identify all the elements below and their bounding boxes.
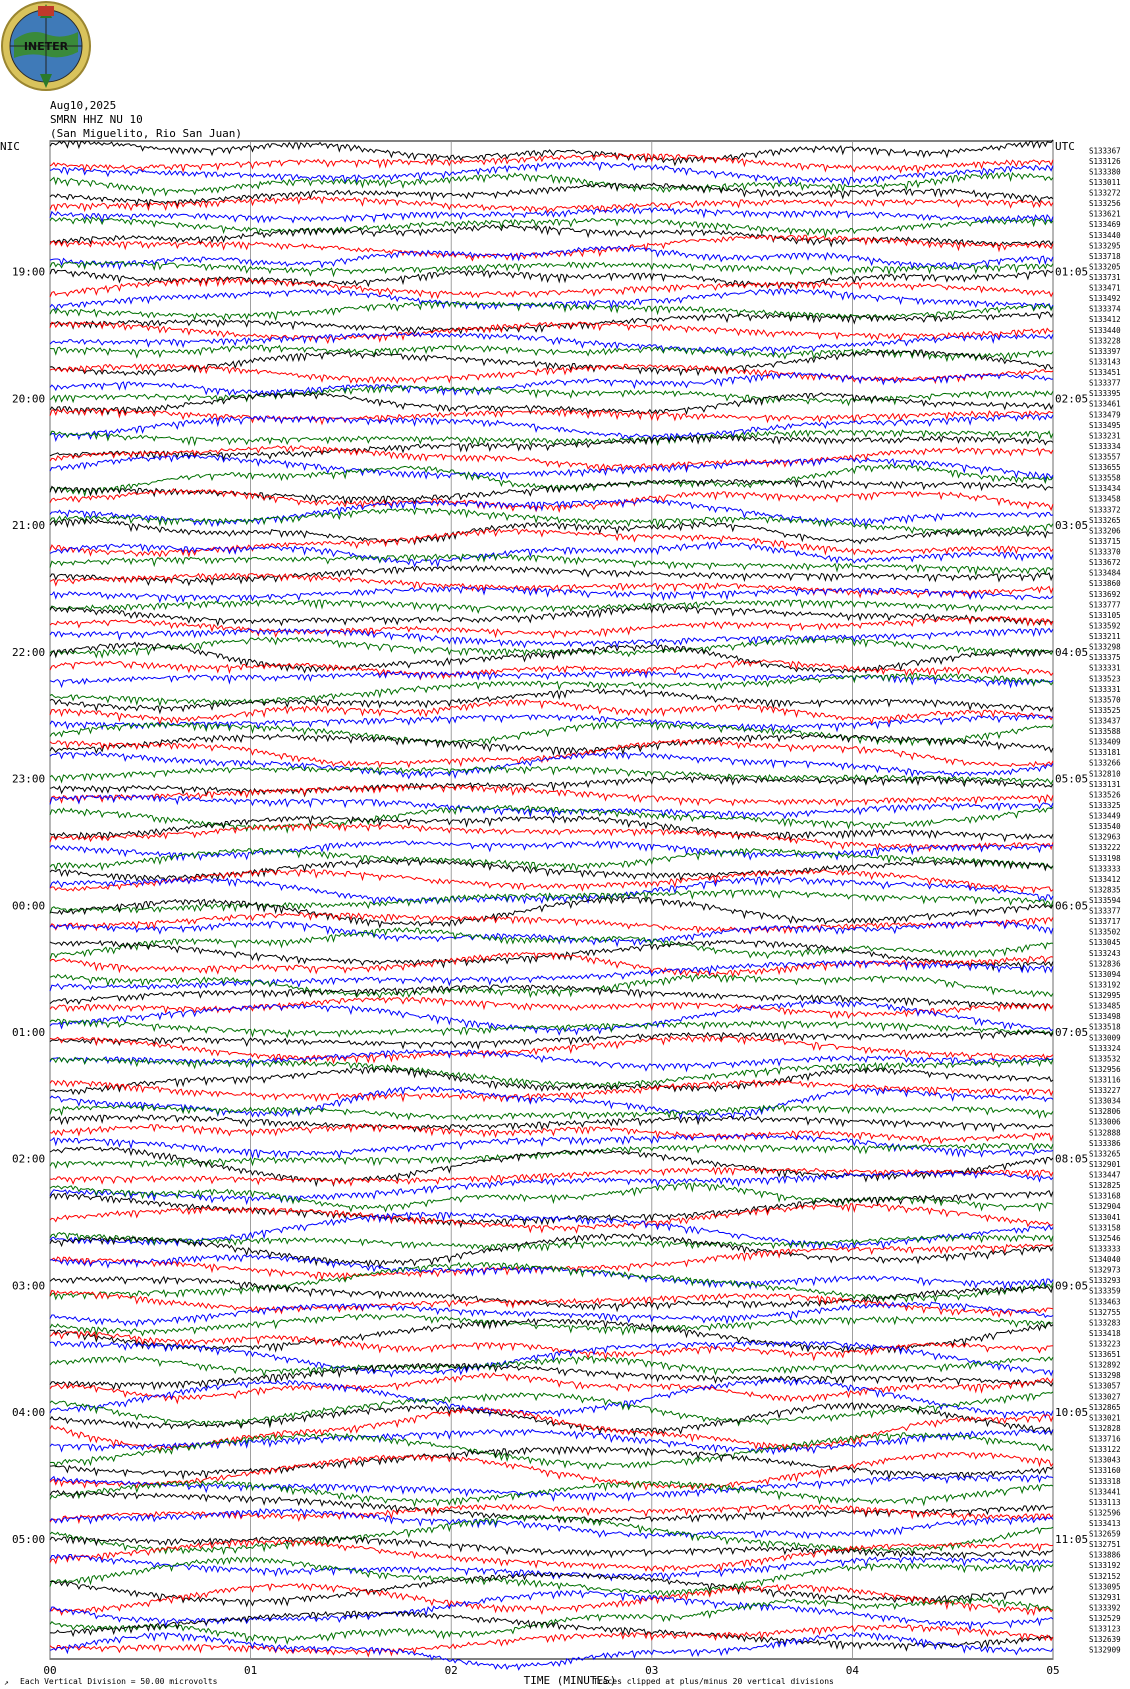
trace-value-label: S133716 (1089, 1434, 1121, 1444)
trace-value-label: S133227 (1089, 1086, 1121, 1096)
trace-value-label: S133377 (1089, 378, 1121, 388)
trace-value-label: S133418 (1089, 1328, 1121, 1338)
seismic-trace (50, 628, 1053, 647)
seismic-trace (50, 600, 1053, 613)
trace-value-label: S133397 (1089, 346, 1121, 356)
utc-hour-label: 02:05 (1055, 392, 1089, 406)
trace-value-label: S133484 (1089, 568, 1121, 578)
trace-value-label: S133386 (1089, 1138, 1121, 1148)
trace-value-label: S133298 (1089, 1371, 1121, 1381)
trace-value-label: S132865 (1089, 1402, 1121, 1412)
trace-value-label: S133440 (1089, 325, 1121, 335)
trace-value-label: S133886 (1089, 1550, 1121, 1560)
trace-value-label: S133331 (1089, 663, 1121, 673)
seismic-trace (50, 877, 1053, 904)
trace-value-label: S133057 (1089, 1381, 1121, 1391)
trace-value-label: S132909 (1089, 1645, 1121, 1655)
seismic-trace (50, 393, 1053, 415)
seismic-trace (50, 1625, 1053, 1656)
seismic-trace (50, 1314, 1053, 1335)
seismic-trace (50, 1019, 1053, 1037)
trace-value-label: S133375 (1089, 653, 1121, 663)
seismic-trace (50, 197, 1053, 212)
trace-value-label: S133718 (1089, 251, 1121, 261)
seismic-trace (50, 436, 1053, 460)
trace-value-label: S133485 (1089, 1001, 1121, 1011)
utc-hour-label: 09:05 (1055, 1279, 1089, 1293)
trace-value-label: S133469 (1089, 220, 1121, 230)
seismic-trace (50, 1481, 1053, 1506)
trace-value-label: S133372 (1089, 505, 1121, 515)
seismic-trace (50, 1433, 1053, 1469)
trace-value-label: S133672 (1089, 558, 1121, 568)
trace-value-label: S133525 (1089, 705, 1121, 715)
seismic-trace (50, 489, 1053, 512)
trace-value-label: S132963 (1089, 832, 1121, 842)
seismic-trace (50, 1050, 1053, 1071)
trace-value-label: S133231 (1089, 431, 1121, 441)
trace-value-label: S132892 (1089, 1360, 1121, 1370)
seismic-trace (50, 1505, 1053, 1523)
x-tick-label: 05 (1046, 1664, 1060, 1677)
seismic-trace (50, 816, 1053, 841)
trace-value-label: S133222 (1089, 843, 1121, 853)
trace-value-label: S133447 (1089, 1170, 1121, 1180)
seismic-trace (50, 218, 1053, 237)
seismic-trace (50, 1212, 1053, 1248)
utc-hour-label: 10:05 (1055, 1406, 1089, 1420)
nic-hour-label: 19:00 (12, 265, 46, 279)
trace-value-label: S133211 (1089, 632, 1121, 642)
trace-value-label: S133461 (1089, 399, 1121, 409)
seismic-trace (50, 519, 1053, 544)
seismic-trace (50, 1124, 1053, 1143)
seismic-trace (50, 1105, 1053, 1120)
trace-value-label: S132810 (1089, 769, 1121, 779)
trace-value-label: S133449 (1089, 811, 1121, 821)
trace-value-label: S133043 (1089, 1455, 1121, 1465)
trace-value-label: S133777 (1089, 600, 1121, 610)
utc-hour-label: 07:05 (1055, 1025, 1089, 1039)
trace-value-label: S133006 (1089, 1117, 1121, 1127)
trace-value-label: S133367 (1089, 146, 1121, 156)
trace-value-label: S133021 (1089, 1413, 1121, 1423)
trace-value-label: S132828 (1089, 1423, 1121, 1433)
trace-value-label: S133621 (1089, 209, 1121, 219)
trace-value-label: S133094 (1089, 969, 1121, 979)
trace-value-label: S133256 (1089, 199, 1121, 209)
nic-hour-label: 20:00 (12, 392, 46, 406)
trace-value-label: S132529 (1089, 1614, 1121, 1624)
seismic-trace (50, 1475, 1053, 1500)
trace-value-label: S133041 (1089, 1212, 1121, 1222)
trace-value-label: S133594 (1089, 896, 1121, 905)
trace-value-label: S132973 (1089, 1265, 1121, 1275)
nic-hour-label: 05:00 (12, 1532, 46, 1546)
trace-value-label: S133122 (1089, 1445, 1121, 1455)
trace-value-label: S132751 (1089, 1540, 1121, 1550)
x-tick-label: 00 (43, 1664, 57, 1677)
trace-value-label: S132806 (1089, 1107, 1121, 1117)
x-axis-title: TIME (MINUTES) (523, 1674, 617, 1687)
seismic-trace (50, 499, 1053, 526)
utc-hour-label: 03:05 (1055, 519, 1089, 533)
trace-value-label: S133243 (1089, 948, 1121, 958)
trace-value-label: S133532 (1089, 1054, 1121, 1064)
trace-value-label: S132888 (1089, 1128, 1121, 1138)
trace-value-label: S133412 (1089, 874, 1121, 884)
trace-value-label: S133451 (1089, 368, 1121, 378)
trace-value-label: S133479 (1089, 410, 1121, 420)
trace-value-label: S133540 (1089, 822, 1121, 832)
trace-value-label: S133272 (1089, 188, 1121, 198)
trace-value-label: S132755 (1089, 1307, 1121, 1317)
seismic-trace (50, 140, 1053, 165)
seismic-trace (50, 409, 1053, 424)
seismic-trace (50, 890, 1053, 914)
trace-value-label: S133266 (1089, 758, 1121, 768)
seismic-trace (50, 785, 1053, 805)
trace-value-label: S133731 (1089, 272, 1121, 282)
trace-value-label: S132904 (1089, 1202, 1121, 1212)
seismic-trace (50, 183, 1053, 206)
trace-value-label: S133471 (1089, 283, 1121, 293)
trace-value-label: S132596 (1089, 1508, 1121, 1518)
nic-hour-label: 00:00 (12, 899, 46, 913)
trace-value-label: S133011 (1089, 177, 1121, 187)
seismic-trace (50, 1115, 1053, 1131)
plot-date: Aug10,2025 (50, 99, 117, 112)
trace-value-label: S133318 (1089, 1476, 1121, 1486)
trace-value-label: S133192 (1089, 1561, 1121, 1571)
trace-value-label: S133380 (1089, 167, 1121, 177)
utc-axis-label: UTC (1055, 140, 1075, 153)
trace-value-label: S133458 (1089, 494, 1121, 504)
trace-value-label: S132835 (1089, 885, 1121, 895)
trace-value-label: S133395 (1089, 389, 1121, 399)
seismic-trace (50, 897, 1053, 927)
seismic-trace (50, 235, 1053, 260)
trace-value-label: S133205 (1089, 262, 1121, 272)
x-tick-label: 01 (243, 1664, 258, 1677)
seismic-trace (50, 1057, 1053, 1088)
seismic-trace (50, 1168, 1053, 1186)
trace-value-label: S133463 (1089, 1297, 1121, 1307)
nic-hour-label: 03:00 (12, 1279, 46, 1293)
trace-value-label: S133181 (1089, 748, 1121, 758)
nic-hour-label: 22:00 (12, 645, 46, 659)
footer-scale-note: Each Vertical Division = 50.00 microvolts (20, 1677, 218, 1686)
seismic-trace (50, 1171, 1053, 1203)
trace-value-label: S132639 (1089, 1635, 1121, 1645)
trace-value-label: S133027 (1089, 1392, 1121, 1402)
trace-value-label: S133293 (1089, 1276, 1121, 1286)
trace-value-label: S133374 (1089, 304, 1121, 314)
footer-mark: ↗ (4, 1678, 9, 1687)
trace-value-label: S133206 (1089, 526, 1121, 536)
seismic-trace (50, 1244, 1053, 1280)
trace-value-label: S133526 (1089, 790, 1121, 800)
seismic-trace (50, 455, 1053, 479)
trace-value-label: S133717 (1089, 917, 1121, 927)
trace-value-label: S133655 (1089, 463, 1121, 473)
trace-value-label: S133440 (1089, 230, 1121, 240)
trace-value-label: S133095 (1089, 1582, 1121, 1592)
nic-axis-label: NIC (0, 140, 20, 153)
trace-value-label: S133324 (1089, 1043, 1121, 1053)
station-code: SMRN HHZ NU 10 (50, 113, 143, 126)
trace-value-label: S133333 (1089, 864, 1121, 874)
trace-value-label: S133359 (1089, 1286, 1121, 1296)
trace-value-label: S132931 (1089, 1592, 1121, 1602)
nic-hour-label: 04:00 (12, 1406, 46, 1420)
seismic-trace (50, 278, 1053, 298)
trace-value-label: S132825 (1089, 1181, 1121, 1191)
trace-value-label: S133588 (1089, 727, 1121, 737)
trace-value-label: S133228 (1089, 336, 1121, 346)
seismic-trace (50, 302, 1053, 320)
trace-value-label: S133192 (1089, 980, 1121, 990)
trace-value-label: S133715 (1089, 536, 1121, 546)
seismic-trace (50, 542, 1053, 566)
seismic-trace (50, 777, 1053, 796)
trace-value-label: S133331 (1089, 684, 1121, 694)
trace-value-label: S133325 (1089, 800, 1121, 810)
trace-value-label: S133692 (1089, 589, 1121, 599)
x-tick-label: 02 (444, 1664, 458, 1677)
footer-clip-note: Traces clipped at plus/minus 20 vertical divisions (593, 1677, 834, 1686)
seismic-trace (50, 415, 1053, 441)
trace-value-label: S133168 (1089, 1191, 1121, 1201)
x-tick-label: 04 (845, 1664, 860, 1677)
trace-value-label: S133283 (1089, 1318, 1121, 1328)
trace-value-label: S133333 (1089, 1244, 1121, 1254)
trace-value-label: S133126 (1089, 156, 1121, 166)
trace-value-label: S133198 (1089, 853, 1121, 863)
trace-value-label: S132836 (1089, 959, 1121, 969)
trace-value-label: S133495 (1089, 420, 1121, 430)
utc-hour-label: 08:05 (1055, 1152, 1089, 1166)
trace-value-label: S133441 (1089, 1487, 1121, 1497)
utc-hour-label: 04:05 (1055, 645, 1089, 659)
trace-value-label: S132659 (1089, 1529, 1121, 1539)
seismic-trace (50, 1611, 1053, 1650)
trace-group (50, 140, 1053, 1670)
nic-hour-label: 01:00 (12, 1025, 46, 1039)
trace-value-label: S133034 (1089, 1096, 1121, 1106)
trace-value-label: S134040 (1089, 1255, 1121, 1265)
trace-value-label: S133334 (1089, 441, 1121, 451)
seismic-trace (50, 162, 1053, 185)
trace-value-label: S133158 (1089, 1223, 1121, 1233)
seismic-trace (50, 1509, 1053, 1539)
seismic-trace (50, 860, 1053, 882)
trace-value-label: S132995 (1089, 991, 1121, 1001)
seismic-trace (50, 940, 1053, 969)
seismic-trace (50, 430, 1053, 445)
trace-value-label: S133557 (1089, 452, 1121, 462)
trace-value-label: S133409 (1089, 737, 1121, 747)
trace-value-label: S133113 (1089, 1497, 1121, 1507)
seismic-trace (50, 752, 1053, 778)
seismic-trace (50, 1408, 1053, 1452)
utc-hour-label: 05:05 (1055, 772, 1089, 786)
trace-value-label: S133651 (1089, 1350, 1121, 1360)
nic-hour-label: 23:00 (12, 772, 46, 786)
trace-value-label: S133377 (1089, 906, 1121, 916)
nic-hour-label: 02:00 (12, 1152, 46, 1166)
seismic-trace (50, 1144, 1053, 1168)
trace-value-label: S133045 (1089, 938, 1121, 948)
trace-value-label: S133518 (1089, 1022, 1121, 1032)
seismic-trace (50, 722, 1053, 747)
trace-value-label: S133570 (1089, 695, 1121, 705)
seismic-trace (50, 386, 1053, 405)
trace-value-label: S133223 (1089, 1339, 1121, 1349)
seismic-trace (50, 208, 1053, 223)
seismic-trace (50, 673, 1053, 705)
seismic-trace (50, 345, 1053, 360)
trace-value-label: S133131 (1089, 779, 1121, 789)
seismic-trace (50, 1031, 1053, 1049)
utc-hour-label: 01:05 (1055, 265, 1089, 279)
trace-value-label: S133392 (1089, 1603, 1121, 1613)
trace-value-label: S133123 (1089, 1624, 1121, 1634)
seismic-trace (50, 1356, 1053, 1375)
logo-text: INETER (23, 40, 69, 53)
seismic-trace (50, 373, 1053, 397)
seismic-trace (50, 767, 1053, 785)
trace-value-label: S132901 (1089, 1159, 1121, 1169)
trace-value-label: S133105 (1089, 610, 1121, 620)
trace-value-label: S133523 (1089, 674, 1121, 684)
trace-value-label: S133437 (1089, 716, 1121, 726)
x-tick-label: 03 (645, 1664, 659, 1677)
trace-value-label: S133413 (1089, 1519, 1121, 1529)
trace-value-label: S133592 (1089, 621, 1121, 631)
trace-value-label: S133009 (1089, 1033, 1121, 1043)
seismic-trace (50, 1573, 1053, 1606)
seismic-trace (50, 1555, 1053, 1581)
trace-value-label: S133160 (1089, 1466, 1121, 1476)
trace-value-label: S133412 (1089, 315, 1121, 325)
trace-value-label: S133860 (1089, 579, 1121, 589)
trace-value-label: S133116 (1089, 1075, 1121, 1085)
trace-value-label: S132152 (1089, 1571, 1121, 1581)
trace-value-label: S133434 (1089, 484, 1121, 494)
utc-hour-label: 06:05 (1055, 899, 1089, 913)
trace-value-label: S133498 (1089, 1012, 1121, 1022)
trace-value-label: S133265 (1089, 515, 1121, 525)
trace-value-label: S133558 (1089, 473, 1121, 483)
trace-value-label: S132546 (1089, 1233, 1121, 1243)
trace-value-label: S133492 (1089, 294, 1121, 304)
seismic-trace (50, 1332, 1053, 1360)
station-location: (San Miguelito, Rio San Juan) (50, 127, 243, 140)
trace-value-label: S132956 (1089, 1064, 1121, 1074)
trace-value-label: S133298 (1089, 642, 1121, 652)
seismic-trace (50, 566, 1053, 585)
trace-value-label: S133295 (1089, 241, 1121, 251)
seismic-trace (50, 587, 1053, 602)
seismic-trace (50, 246, 1053, 269)
trace-value-label: S133370 (1089, 547, 1121, 557)
utc-hour-label: 11:05 (1055, 1532, 1089, 1546)
nic-hour-label: 21:00 (12, 519, 46, 533)
trace-value-label: S133143 (1089, 357, 1121, 367)
trace-value-label: S133502 (1089, 927, 1121, 937)
seismic-trace (50, 998, 1053, 1018)
trace-value-label: S133265 (1089, 1149, 1121, 1159)
